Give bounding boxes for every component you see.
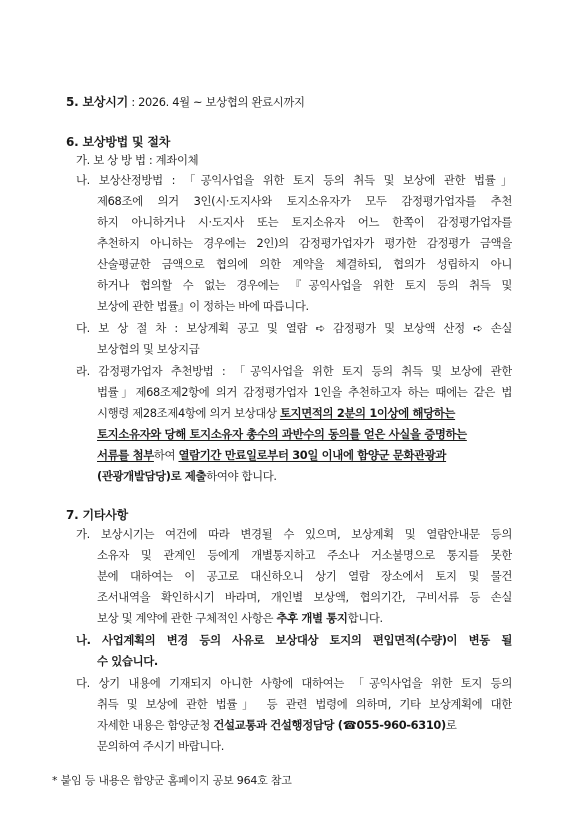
section-6-ra-line xyxy=(97,447,446,463)
section-7-ga-line: 가. 보상시기는 여건에 따라 변경될 수 있으며, 보상계획 및 열람안내문 등의 xyxy=(76,527,512,541)
section-5-text: : 2026. 4월 ~ 보상협의 완료시까지 xyxy=(128,95,305,109)
section-6-na-line: 하거나 협의할 수 없는 경우에는 『공익사업을 위한 토지 등의 취득 및 xyxy=(97,278,512,292)
section-7-ga-line: 소유자 및 관계인 등에게 개별통지하고 주소나 거소불명으로 통지를 못한 xyxy=(97,548,512,562)
ga-l5-end: 합니다. xyxy=(347,611,383,625)
ra-l3-plain: 시행령 제28조제4항에 의거 보상대상 xyxy=(97,406,280,420)
ga-l5-plain: 보상 및 계약에 관한 구체적인 사항은 xyxy=(97,611,277,625)
section-7-ga-line: 분에 대하여는 이 공고로 대신하오니 상기 열람 장소에서 토지 및 물건 xyxy=(97,569,512,583)
section-7-da-line xyxy=(97,717,457,733)
section-7-heading: 7. 기타사항 xyxy=(66,508,129,522)
ra-l5-bold2: 열람기간 만료일로부터 30일 이내에 함양군 문화관광과 xyxy=(178,448,447,462)
ra-l4-bold: 토지소유자와 당해 토지소유자 총수의 과반수의 동의를 얻은 사실을 증명하는 xyxy=(97,427,467,441)
ra-l6-bold: (관광개발담당)로 제출 xyxy=(97,469,207,483)
section-6-da-line: 보상협의 및 보상지급 xyxy=(97,342,200,356)
footnote: * 붙임 등 내용은 함양군 홈페이지 공보 964호 참고 xyxy=(52,774,292,787)
section-6-ra-line xyxy=(97,426,467,442)
section-6-da-line: 다. 보 상 절 차 : 보상계획 공고 및 열람 ➪ 감정평가 및 보상액 산정 ➪ 손실 xyxy=(76,321,512,335)
section-7-ga-line xyxy=(97,610,383,626)
section-7-ga-line: 조서내역을 확인하시기 바라며, 개인별 보상액, 협의기간, 구비서류 등 손실 xyxy=(97,590,512,604)
da-l3-end: 로 xyxy=(445,718,457,732)
section-6-ra-line xyxy=(97,405,455,421)
section-6-ra-line: 라. 감정평가업자 추천방법 : 「공익사업을 위한 토지 등의 취득 및 보상에 관한 xyxy=(76,364,512,378)
section-5-heading: 5. 보상시기 xyxy=(66,95,129,109)
ra-l5-bold1: 서류를 첨부 xyxy=(97,448,154,462)
section-6-na-line: 보상에 관한 법률』이 정하는 바에 따릅니다. xyxy=(97,299,309,313)
ra-l3-bold: 토지면적의 2분의 1이상에 해당하는 xyxy=(279,406,456,420)
section-6-na-line: 산술평균한 금액으로 협의에 의한 계약을 체결하되, 협의가 성립하지 아니 xyxy=(97,257,512,271)
section-6-ra-line: 법률」제68조제2항에 의거 감정평가업자 1인을 추천하고자 하는 때에는 같은 법 xyxy=(97,385,512,399)
section-6-na-line: 나. 보상산정방법 : 「공익사업을 위한 토지 등의 취득 및 보상에 관한 법률」 xyxy=(76,173,512,187)
section-7-na-line: 나. 사업계획의 변경 등의 사유로 보상대상 토지의 편입면적(수량)이 변동 될 xyxy=(76,633,512,647)
section-7-da-line: 문의하여 주시기 바랍니다. xyxy=(97,739,224,753)
ga-l5-bold: 추후 개별 통지 xyxy=(276,611,348,625)
section-6-na-line: 추천하지 아니하는 경우에는 2인)의 감정평가업자가 평가한 감정평가 금액을 xyxy=(97,236,512,250)
section-6-heading: 6. 보상방법 및 절차 xyxy=(66,135,171,149)
section-6-na-line: 하지 아니하거나 시·도지사 또는 토지소유자 어느 한쪽이 감정평가업자를 xyxy=(97,215,512,229)
section-7-da-line: 다. 상기 내용에 기재되지 아니한 사항에 대하여는 「공익사업을 위한 토지 등의 xyxy=(76,676,512,690)
section-5-line xyxy=(66,94,305,110)
da-l3-bold: 건설교통과 건설행정담당 (☎055-960-6310) xyxy=(213,718,446,732)
section-6-ga: 가. 보 상 방 법 : 계좌이체 xyxy=(76,153,199,167)
section-7-na-line: 수 있습니다. xyxy=(97,654,158,668)
section-7-da-line: 취득 및 보상에 관한 법률」 등 관련 법령에 의하며, 기타 보상계획에 대한 xyxy=(97,697,512,711)
ra-l6-plain: 하여야 합니다. xyxy=(206,469,277,483)
section-6-ra-line xyxy=(97,468,277,484)
da-l3-plain: 자세한 내용은 함양군청 xyxy=(97,718,214,732)
ra-l5-plain1: 하여 xyxy=(153,448,179,462)
section-6-na-line: 제68조에 의거 3인(시·도지사와 토지소유자가 모두 감정평가업자를 추천 xyxy=(97,194,512,208)
